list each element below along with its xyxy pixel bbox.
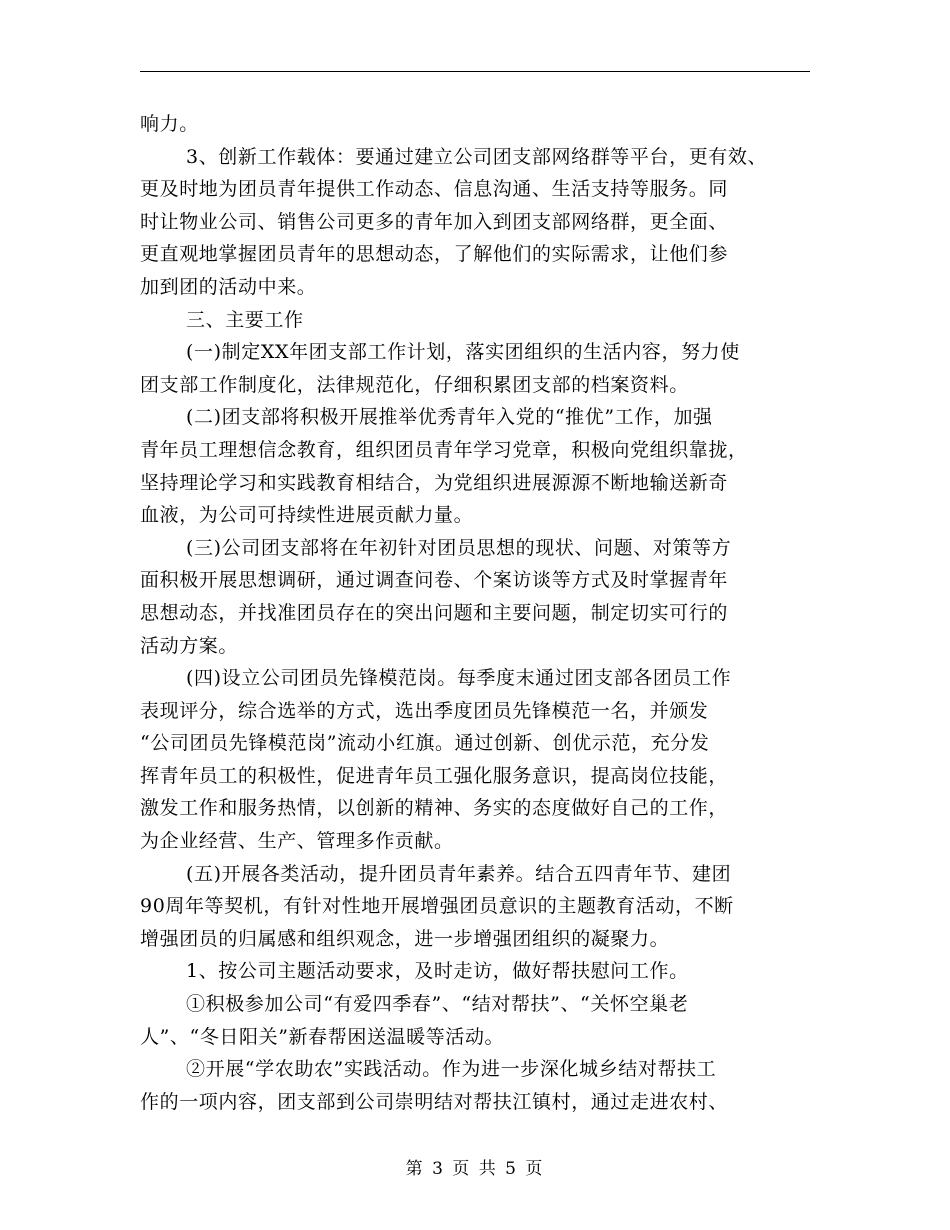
text-line: ①积极参加公司“有爱四季春”、“结对帮扶”、“关怀空巢老 <box>186 993 689 1016</box>
text-line: (四)设立公司团员先锋模范岗。每季度末通过团支部各团员工作 <box>186 667 732 690</box>
text-line: (二)团支部将积极开展推举优秀青年入党的“推优”工作，加强 <box>186 406 713 429</box>
text-line: 思想动态，并找准团员存在的突出问题和主要问题，制定切实可行的 <box>140 601 729 624</box>
text-line: 增强团员的归属感和组织观念，进一步增强团组织的凝聚力。 <box>140 927 670 950</box>
body-text <box>140 108 812 1118</box>
text-line: “公司团员先锋模范岗”流动小红旗。通过创新、创优示范，充分发 <box>140 732 710 755</box>
header-rule <box>140 71 810 72</box>
text-line: 活动方案。 <box>140 634 239 657</box>
text-line: 三、主要工作 <box>186 308 304 331</box>
text-line: 挥青年员工的积极性，促进青年员工强化服务意识，提高岗位技能， <box>140 764 729 787</box>
text-line: 响力。 <box>140 113 199 135</box>
text-line: 坚持理论学习和实践教育相结合，为党组织进展源源不断地输送新奇 <box>140 471 729 494</box>
text-line: 作的一项内容，团支部到公司崇明结对帮扶江镇村，通过走进农村、 <box>140 1090 729 1113</box>
text-line: 更直观地掌握团员青年的思想动态，了解他们的实际需求，让他们参 <box>140 243 729 266</box>
text-line: 人”、“冬日阳关”新春帮困送温暖等活动。 <box>140 1025 505 1048</box>
text-line: 3、创新工作载体：要通过建立公司团支部网络群等平台，更有效、 <box>186 145 768 168</box>
text-line: 时让物业公司、销售公司更多的青年加入到团支部网络群，更全面、 <box>140 210 729 233</box>
text-line: (三)公司团支部将在年初针对团员思想的现状、问题、对策等方 <box>186 536 732 559</box>
text-line: 表现评分，综合选举的方式，选出季度团员先锋模范一名，并颁发 <box>140 699 709 722</box>
text-line: 为企业经营、生产、管理多作贡献。 <box>140 830 454 853</box>
text-line: (五)开展各类活动，提升团员青年素养。结合五四青年节、建团 <box>186 862 732 885</box>
text-line: 90周年等契机，有针对性地开展增强团员意识的主题教育活动，不断 <box>140 895 734 918</box>
text-line: 青年员工理想信念教育，组织团员青年学习党章，积极向党组织靠拢， <box>140 438 748 461</box>
text-line: 更及时地为团员青年提供工作动态、信息沟通、生活支持等服务。同 <box>140 178 729 201</box>
text-line: ②开展“学农助农”实践活动。作为进一步深化城乡结对帮扶工 <box>186 1058 717 1081</box>
text-line: 1、按公司主题活动要求，及时走访，做好帮扶慰问工作。 <box>186 960 689 983</box>
text-line: 面积极开展思想调研，通过调查问卷、个案访谈等方式及时掌握青年 <box>140 569 729 592</box>
text-line: (一)制定XX年团支部工作计划，落实团组织的生活内容，努力使 <box>186 341 740 364</box>
text-line: 血液，为公司可持续性进展贡献力量。 <box>140 504 474 527</box>
page-footer: 第 3 页 共 5 页 <box>405 1159 545 1179</box>
text-line: 团支部工作制度化，法律规范化，仔细积累团支部的档案资料。 <box>140 373 689 396</box>
text-line: 激发工作和服务热情，以创新的精神、务实的态度做好自己的工作， <box>140 797 729 820</box>
text-line: 加到团的活动中来。 <box>140 275 317 298</box>
